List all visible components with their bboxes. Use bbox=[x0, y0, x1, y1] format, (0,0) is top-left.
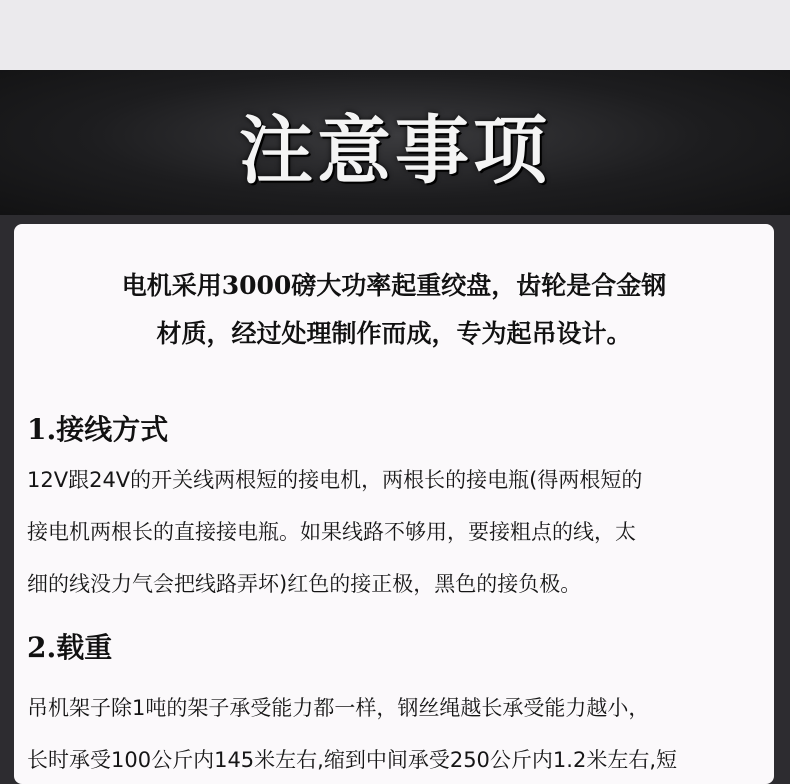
section-title-wiring: 1.接线方式 bbox=[27, 413, 169, 446]
intro-line: 材质，经过处理制作而成，专为起吊设计。 bbox=[156, 319, 632, 348]
page-title: 注意事项 bbox=[239, 107, 551, 194]
intro-line: 电机采用3000磅大功率起重绞盘，齿轮是合金钢 bbox=[121, 271, 667, 300]
section-title-load: 2.载重 bbox=[27, 631, 113, 664]
content-card bbox=[14, 224, 774, 784]
body-line: 细的线没力气会把线路弄坏)红色的接正极，黑色的接负极。 bbox=[27, 572, 582, 596]
body-line: 接电机两根长的直接接电瓶。如果线路不够用，要接粗点的线，太 bbox=[27, 520, 636, 544]
top-strip bbox=[0, 0, 790, 70]
section-body-wiring bbox=[27, 454, 767, 610]
body-line: 吊机架子除1吨的架子承受能力都一样，钢丝绳越长承受能力越小， bbox=[27, 696, 650, 720]
body-line: 长时承受100公斤内145米左右,缩到中间承受250公斤内1.2米左右,短 bbox=[27, 748, 677, 772]
intro-paragraph bbox=[14, 262, 774, 358]
section-body-load bbox=[27, 682, 767, 784]
header-banner bbox=[0, 70, 790, 215]
body-line: 12V跟24V的开关线两根短的接电机，两根长的接电瓶(得两根短的 bbox=[27, 468, 643, 492]
